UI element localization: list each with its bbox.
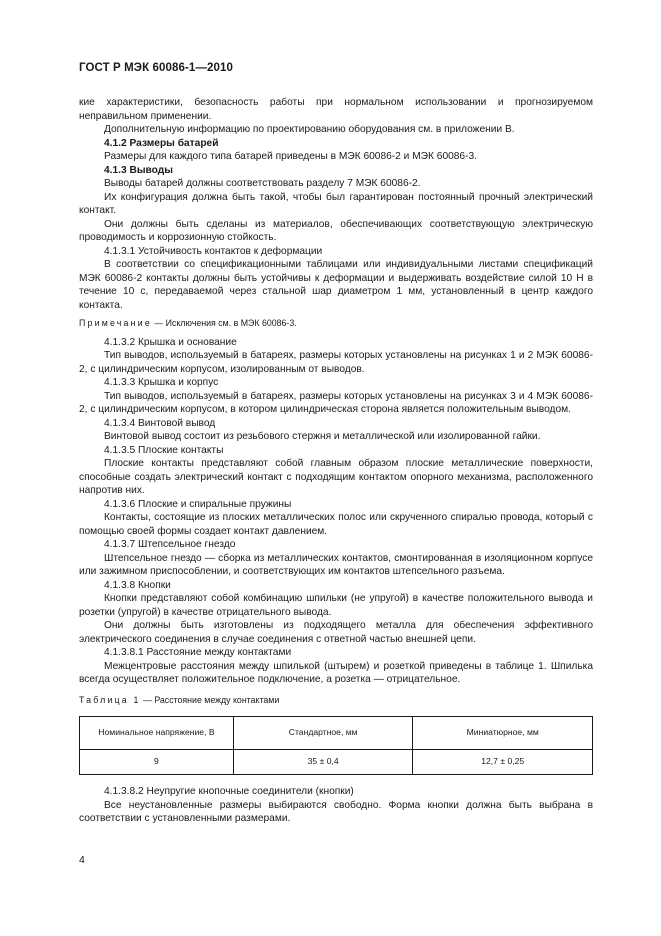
body-text — [79, 96, 593, 826]
page-number: 4 — [79, 854, 85, 866]
paragraph: В соответствии со спецификационными таблицами или индивидуальными листами спецификаций МЭК 60086-2 контакты должны быть устойчивы к деформации и выдерживать воздействие силой 10 Н в течение 10 с, передаваемой через стальной шар диаметром 1 мм, установленный в центр каждого контакта. — [79, 259, 593, 311]
subsection-heading: 4.1.3.8.1 Расстояние между контактами — [104, 647, 292, 658]
table-caption — [79, 694, 593, 708]
paragraph: Плоские контакты представляют собой главным образом плоские металлические поверхности, способные создать электрический контакт с подходящим контактом опорного механизма, расположенного напротив них. — [79, 458, 593, 496]
subsection-heading: 4.1.3.8 Кнопки — [104, 579, 171, 591]
table-caption-text: — Расстояние между контактами — [140, 694, 280, 705]
paragraph: Винтовой вывод состоит из резьбового стержня и металлической или изолированной гайки. — [104, 431, 541, 442]
subsection-heading: 4.1.3.1 Устойчивость контактов к деформации — [104, 245, 323, 257]
subsection-heading: 4.1.3.6 Плоские и спиральные пружины — [104, 498, 292, 510]
subsection-heading: 4.1.3.4 Винтовой вывод — [104, 417, 216, 429]
note — [79, 317, 593, 331]
paragraph: Выводы батарей должны соответствовать разделу 7 МЭК 60086-2. — [104, 178, 421, 189]
paragraph: Все неустановленные размеры выбираются свободно. Форма кнопки должна быть выбрана в соответствии с установленными размерами. — [79, 799, 593, 824]
subsection-heading: 4.1.3.3 Крышка и корпус — [104, 377, 219, 388]
paragraph: Они должны быть изготовлены из подходящего металла для обеспечения эффективного электрического соединения в случае соединения с ответной частью внешней цепи. — [79, 620, 593, 645]
table-caption-label: Таблица 1 — [79, 694, 141, 705]
subsection-heading: 4.1.3.5 Плоские контакты — [104, 444, 224, 456]
section-heading: 4.1.2 Размеры батарей — [104, 137, 219, 149]
paragraph: Их конфигурация должна быть такой, чтобы был гарантирован постоянный прочный электрический контакт. — [79, 191, 593, 216]
paragraph: Дополнительную информацию по проектированию оборудования см. в приложении В. — [104, 124, 515, 135]
subsection-heading: 4.1.3.8.2 Неупругие кнопочные соединители (кнопки) — [104, 786, 354, 797]
table-header-cell: Миниатюрное, мм — [413, 717, 593, 750]
page-header: ГОСТ Р МЭК 60086-1—2010 — [79, 62, 233, 74]
note-text: — Исключения см. в МЭК 60086-3. — [151, 318, 297, 328]
paragraph: Они должны быть сделаны из материалов, обеспечивающих соответствующую электрическую проводимость и коррозионную стойкость. — [79, 218, 593, 243]
table-header-row — [80, 717, 593, 750]
paragraph: Тип выводов, используемый в батареях, размеры которых установлены на рисунках 3 и 4 МЭК 60086-2, с цилиндрическим корпусом, в котором цилиндрическая сторона является положительным выводом. — [79, 390, 593, 415]
table-cell: 35 ± 0,4 — [233, 750, 413, 775]
contact-spacing-table — [79, 716, 593, 775]
table-row — [80, 750, 593, 775]
table-header-cell: Номинальное напряжение, В — [80, 717, 234, 750]
paragraph: Кнопки представляют собой комбинацию шпильки (не упругой) в качестве положительного вывода и розетки (упругой) в качестве отрицательного вывода. — [79, 593, 593, 618]
table-cell: 12,7 ± 0,25 — [413, 750, 593, 775]
paragraph: Штепсельное гнездо — сборка из металлических контактов, смонтированная в изоляционном корпусе или зажимном приспособлении, и соответствующих им контактов штепсельного разъема. — [79, 552, 593, 577]
paragraph: Размеры для каждого типа батарей приведены в МЭК 60086-2 и МЭК 60086-3. — [104, 151, 477, 162]
note-label: Примечание — [79, 318, 152, 328]
subsection-heading: 4.1.3.7 Штепсельное гнездо — [104, 539, 236, 550]
table-cell: 9 — [80, 750, 234, 775]
section-heading: 4.1.3 Выводы — [104, 164, 173, 176]
subsection-heading: 4.1.3.2 Крышка и основание — [104, 336, 237, 348]
paragraph: Межцентровые расстояния между шпилькой (штырем) и розеткой приведены в таблице 1. Шпилька всегда осуществляет положительное подключение, а розетка — отрицательное. — [79, 660, 593, 685]
paragraph: кие характеристики, безопасность работы при нормальном использовании и прогнозируемом неправильном применении. — [79, 97, 593, 122]
paragraph: Контакты, состоящие из плоских металлических полос или скрученного спиралью провода, который с помощью своей формы создает контакт давлением. — [79, 512, 593, 537]
table-header-cell: Стандартное, мм — [233, 717, 413, 750]
paragraph: Тип выводов, используемый в батареях, размеры которых установлены на рисунках 1 и 2 МЭК 60086-2, с цилиндрическим корпусом, изолированным от выводов. — [79, 350, 593, 375]
